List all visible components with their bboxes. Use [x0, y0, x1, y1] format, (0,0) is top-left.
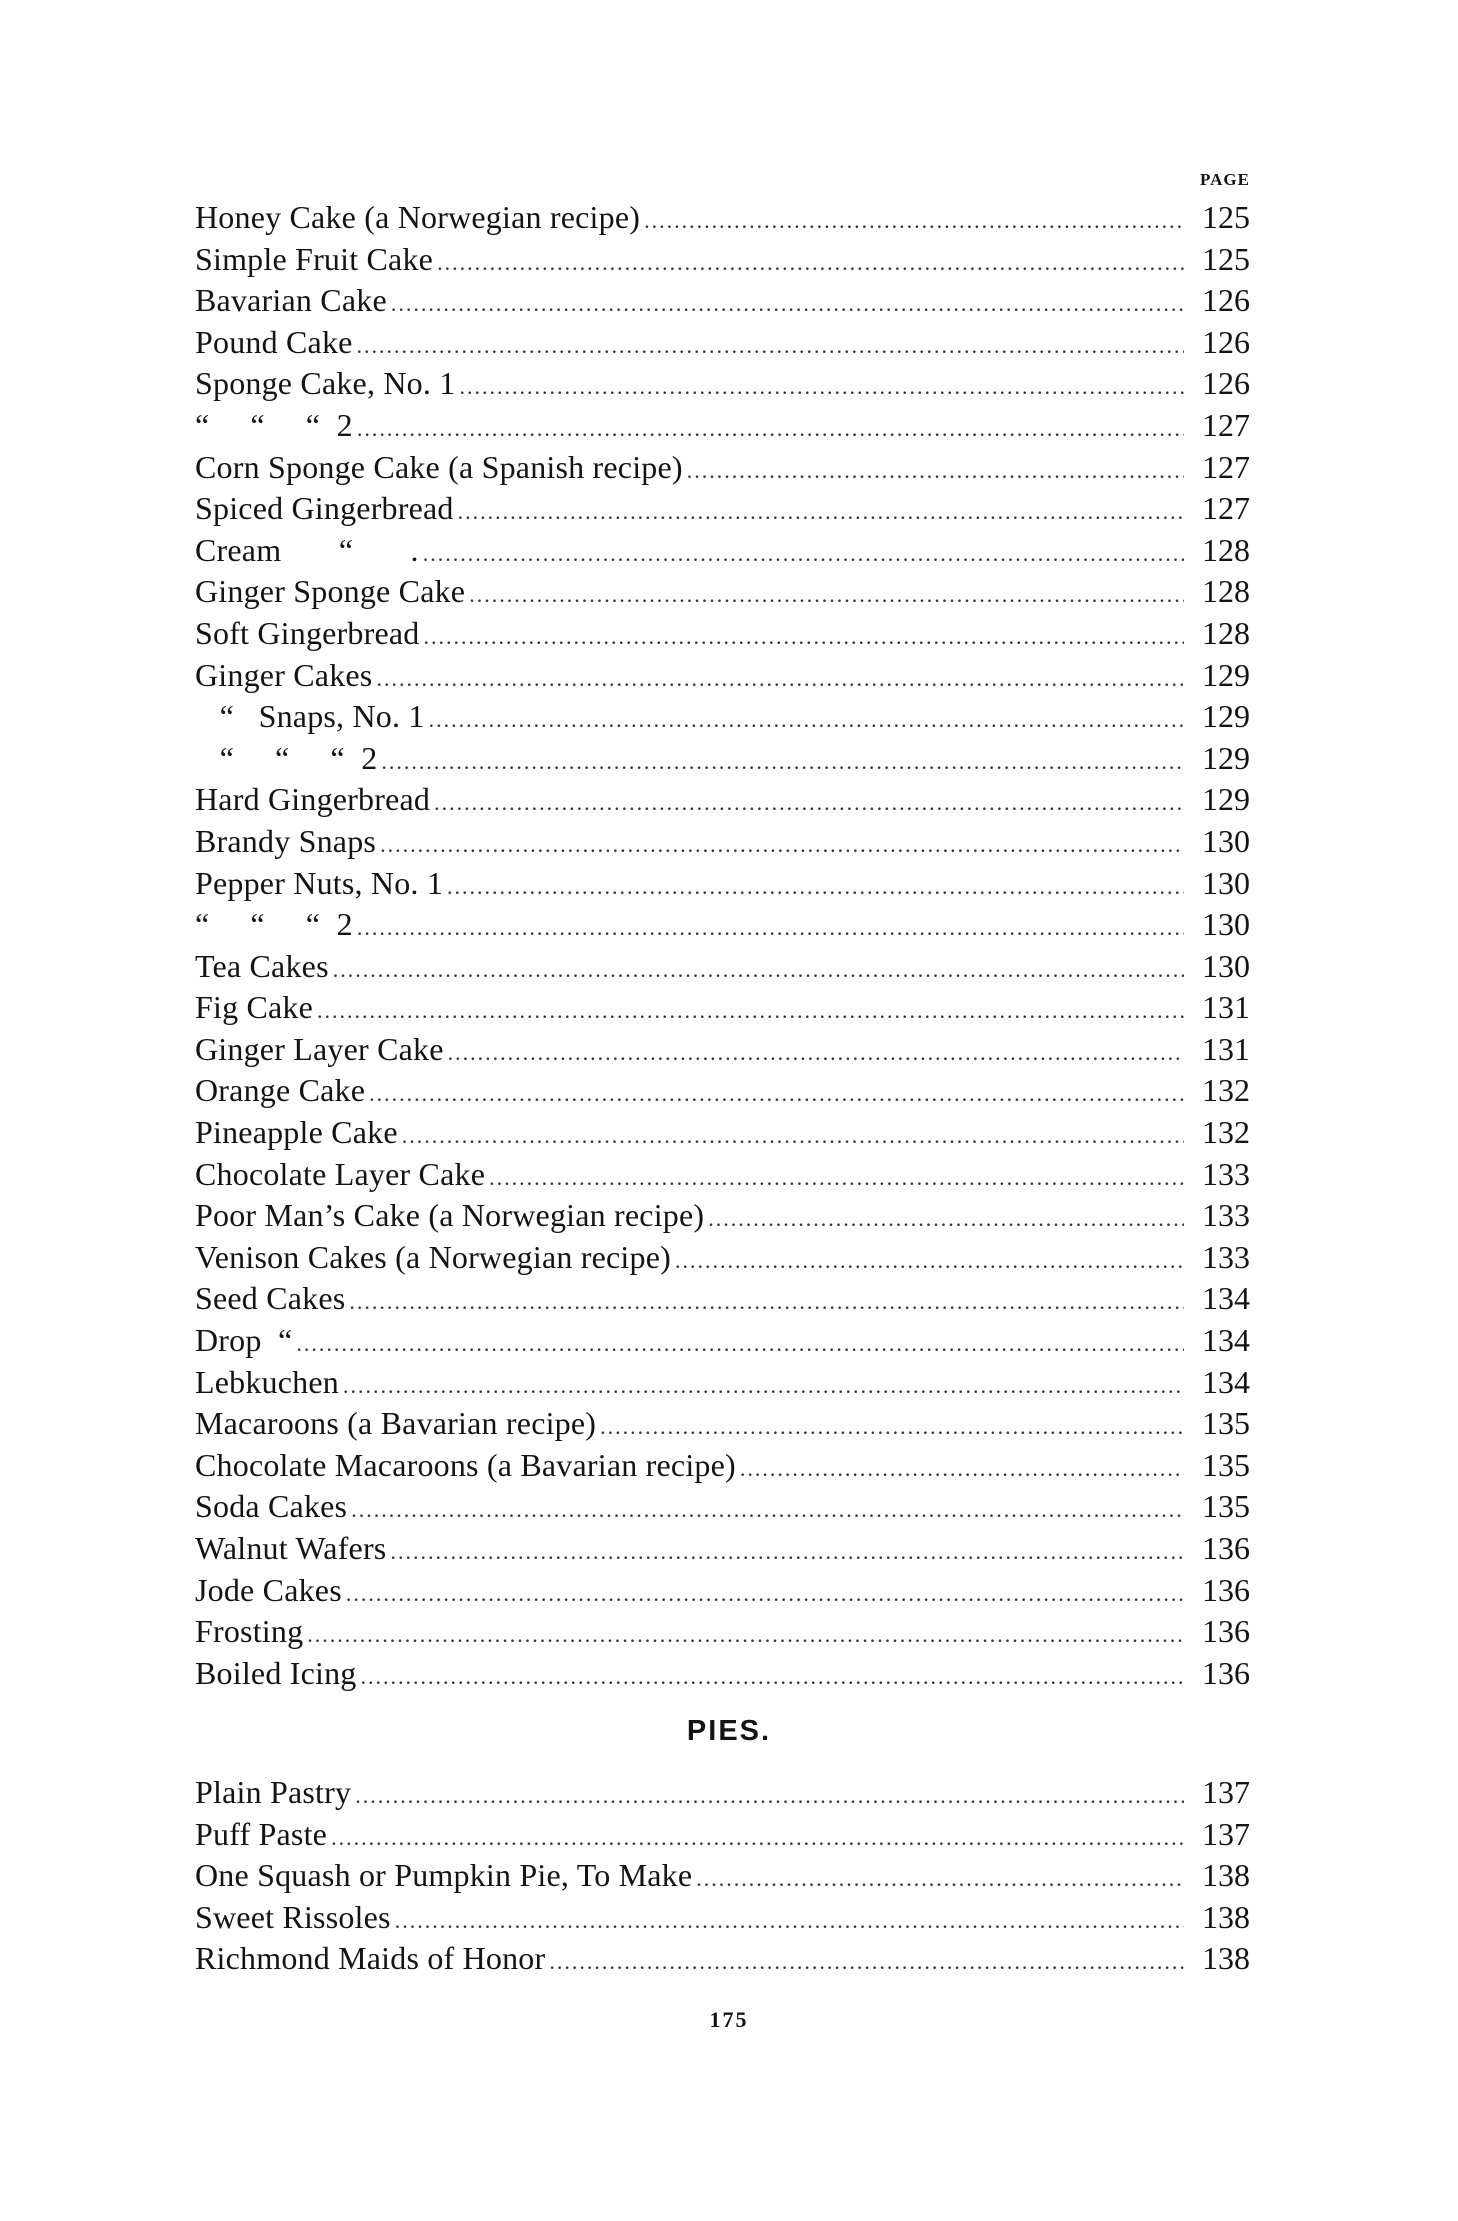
contents-entry [195, 1112, 1250, 1154]
dot-leader [402, 1115, 1184, 1157]
entry-title: Walnut Wafers [195, 1530, 387, 1566]
dot-leader [369, 1073, 1184, 1115]
dot-leader [708, 1198, 1184, 1240]
entry-page-number: 129 [1202, 781, 1250, 818]
contents-entry [195, 1486, 1250, 1528]
entry-title: Sponge Cake, No. 1 [195, 365, 456, 402]
entry-page-number: 130 [1202, 864, 1250, 901]
entry-page-number: 132 [1202, 1072, 1250, 1109]
entry-title: Jode Cakes [195, 1571, 342, 1608]
entry-title: Sweet Rissoles [195, 1898, 391, 1935]
dot-leader [331, 1817, 1184, 1859]
dot-leader [360, 1656, 1184, 1698]
entry-page-number: 132 [1202, 1114, 1250, 1151]
entry-page-number: 127 [1202, 406, 1250, 443]
page-column-label: PAGE [1200, 170, 1250, 189]
contents-entry [195, 1570, 1250, 1612]
entry-page-number: 126 [1202, 365, 1250, 402]
dot-leader [343, 1365, 1184, 1407]
dot-leader [437, 242, 1184, 284]
contents-entry [195, 1653, 1250, 1695]
entry-page-number: 127 [1202, 448, 1250, 485]
dot-leader [376, 658, 1184, 700]
entry-title: Venison Cakes (a Norwegian recipe) [195, 1238, 671, 1275]
entry-page-number: 136 [1202, 1571, 1250, 1608]
contents-entry [195, 1154, 1250, 1196]
dot-leader [644, 200, 1184, 242]
entry-title: Richmond Maids of Honor [195, 1940, 546, 1977]
entry-page-number: 130 [1202, 822, 1250, 859]
contents-entry [195, 1528, 1250, 1570]
contents-entry [195, 1772, 1250, 1814]
dot-leader [423, 533, 1184, 575]
entry-page-number: 125 [1202, 240, 1250, 277]
entry-title: Poor Man’s Cake (a Norwegian recipe) [195, 1197, 705, 1234]
entry-title: Macaroons (a Bavarian recipe) [195, 1405, 597, 1442]
entry-page-number: 131 [1202, 1030, 1250, 1067]
entry-title: Seed Cakes [195, 1280, 346, 1317]
dot-leader [391, 283, 1184, 325]
section-heading-pies: PIES. [686, 1715, 772, 1747]
entry-title: Ginger Layer Cake [195, 1030, 444, 1067]
dot-leader [469, 574, 1184, 616]
dot-leader [448, 1032, 1184, 1074]
entry-page-number: 133 [1202, 1155, 1250, 1192]
dot-leader [357, 408, 1184, 450]
entry-page-number: 129 [1202, 698, 1250, 735]
dot-leader [696, 1858, 1184, 1900]
entry-title: Cream “ . [195, 531, 419, 568]
entry-page-number: 129 [1202, 656, 1250, 693]
contents-entry [195, 1195, 1250, 1237]
entry-title: “ “ “ 2 [195, 406, 353, 443]
dot-leader [333, 949, 1184, 991]
entry-page-number: 128 [1202, 573, 1250, 610]
entry-title: Lebkuchen [195, 1363, 339, 1400]
contents-entry [195, 696, 1250, 738]
contents-entry [195, 1897, 1250, 1939]
contents-entry [195, 1029, 1250, 1071]
dot-leader [459, 366, 1184, 408]
entry-title: Pineapple Cake [195, 1114, 398, 1151]
contents-entry [195, 1362, 1250, 1404]
entry-page-number: 138 [1202, 1857, 1250, 1894]
entry-page-number: 133 [1202, 1238, 1250, 1275]
dot-leader [390, 1531, 1184, 1573]
contents-entry [195, 1814, 1250, 1856]
entry-title: Ginger Cakes [195, 656, 373, 693]
entry-page-number: 128 [1202, 531, 1250, 568]
dot-leader [357, 325, 1184, 367]
entry-title: Boiled Icing [195, 1654, 357, 1691]
contents-entry [195, 239, 1250, 281]
dot-leader [307, 1614, 1184, 1656]
contents-entry [195, 571, 1250, 613]
entry-page-number: 135 [1202, 1488, 1250, 1525]
entry-page-number: 134 [1202, 1322, 1250, 1359]
dot-leader [447, 866, 1184, 908]
dot-leader [458, 491, 1184, 533]
entry-page-number: 136 [1202, 1613, 1250, 1650]
entry-title: One Squash or Pumpkin Pie, To Make [195, 1857, 693, 1894]
dot-leader [357, 907, 1184, 949]
entry-title: Chocolate Layer Cake [195, 1155, 486, 1192]
contents-entry [195, 904, 1250, 946]
contents-entry [195, 1938, 1250, 1980]
dot-leader [317, 990, 1184, 1032]
dot-leader [349, 1281, 1184, 1323]
dot-leader [380, 824, 1184, 866]
entry-title: Chocolate Macaroons (a Bavarian recipe) [195, 1446, 736, 1483]
dot-leader [423, 616, 1184, 658]
entry-page-number: 126 [1202, 323, 1250, 360]
contents-entry [195, 530, 1250, 572]
contents-entry [195, 1070, 1250, 1112]
entry-title: Brandy Snaps [195, 822, 377, 859]
entry-title: Plain Pastry [195, 1774, 352, 1810]
entry-page-number: 127 [1202, 490, 1250, 527]
dot-leader [355, 1775, 1184, 1817]
contents-entry [195, 779, 1250, 821]
entry-page-number: 136 [1202, 1530, 1250, 1566]
entry-title: “ “ “ 2 [195, 906, 353, 943]
entry-title: Hard Gingerbread [195, 781, 431, 818]
entry-page-number: 126 [1202, 282, 1250, 319]
contents-entry [195, 363, 1250, 405]
entry-page-number: 138 [1202, 1898, 1250, 1935]
contents-entry [195, 322, 1250, 364]
contents-entry [195, 987, 1250, 1029]
entry-page-number: 125 [1202, 199, 1250, 235]
contents-entry [195, 1278, 1250, 1320]
contents-list-cakes [195, 197, 1250, 1694]
dot-leader [549, 1941, 1184, 1983]
contents-entry [195, 280, 1250, 322]
dot-leader [434, 782, 1184, 824]
entry-title: Orange Cake [195, 1072, 366, 1109]
dot-leader [346, 1573, 1184, 1615]
contents-entry [195, 488, 1250, 530]
entry-page-number: 128 [1202, 614, 1250, 651]
dot-leader [296, 1323, 1184, 1365]
contents-entry [195, 1445, 1250, 1487]
contents-entry [195, 197, 1250, 239]
page-number: 175 [709, 2007, 749, 2032]
contents-entry [195, 655, 1250, 697]
contents-entry [195, 863, 1250, 905]
contents-entry [195, 1855, 1250, 1897]
entry-page-number: 137 [1202, 1774, 1250, 1810]
entry-title: Soda Cakes [195, 1488, 348, 1525]
dot-leader [351, 1489, 1184, 1531]
entry-title: Puff Paste [195, 1815, 328, 1852]
entry-page-number: 130 [1202, 906, 1250, 943]
entry-title: Ginger Sponge Cake [195, 573, 466, 610]
contents-entry [195, 946, 1250, 988]
dot-leader [600, 1406, 1184, 1448]
contents-entry [195, 1403, 1250, 1445]
contents-entry [195, 821, 1250, 863]
entry-title: Frosting [195, 1613, 304, 1650]
entry-title: Corn Sponge Cake (a Spanish recipe) [195, 448, 683, 485]
contents-entry [195, 405, 1250, 447]
entry-page-number: 135 [1202, 1405, 1250, 1442]
entry-page-number: 133 [1202, 1197, 1250, 1234]
entry-page-number: 130 [1202, 947, 1250, 984]
dot-leader [675, 1240, 1184, 1282]
contents-list-pies [195, 1772, 1250, 1980]
dot-leader [429, 699, 1184, 741]
dot-leader [687, 450, 1184, 492]
entry-page-number: 129 [1202, 739, 1250, 776]
entry-title: Spiced Gingerbread [195, 490, 454, 527]
entry-title: Drop “ [195, 1322, 293, 1359]
contents-entry [195, 1237, 1250, 1279]
entry-page-number: 137 [1202, 1815, 1250, 1852]
entry-title: Pepper Nuts, No. 1 [195, 864, 444, 901]
contents-entry [195, 1611, 1250, 1653]
entry-title: Soft Gingerbread [195, 614, 420, 651]
entry-title: Simple Fruit Cake [195, 240, 434, 277]
dot-leader [395, 1900, 1184, 1942]
entry-page-number: 134 [1202, 1280, 1250, 1317]
entry-title: Tea Cakes [195, 947, 329, 984]
contents-entry [195, 738, 1250, 780]
entry-title: “ “ “ 2 [195, 739, 378, 776]
entry-page-number: 135 [1202, 1446, 1250, 1483]
entry-title: Honey Cake (a Norwegian recipe) [195, 199, 641, 235]
dot-leader [381, 741, 1184, 783]
contents-entry [195, 447, 1250, 489]
contents-entry [195, 613, 1250, 655]
dot-leader [740, 1448, 1184, 1490]
entry-title: Pound Cake [195, 323, 353, 360]
entry-title: Fig Cake [195, 989, 314, 1026]
entry-page-number: 138 [1202, 1940, 1250, 1977]
entry-page-number: 134 [1202, 1363, 1250, 1400]
dot-leader [489, 1157, 1184, 1199]
entry-page-number: 136 [1202, 1654, 1250, 1691]
contents-entry [195, 1320, 1250, 1362]
entry-title: “ Snaps, No. 1 [195, 698, 425, 735]
entry-title: Bavarian Cake [195, 282, 387, 319]
entry-page-number: 131 [1202, 989, 1250, 1026]
